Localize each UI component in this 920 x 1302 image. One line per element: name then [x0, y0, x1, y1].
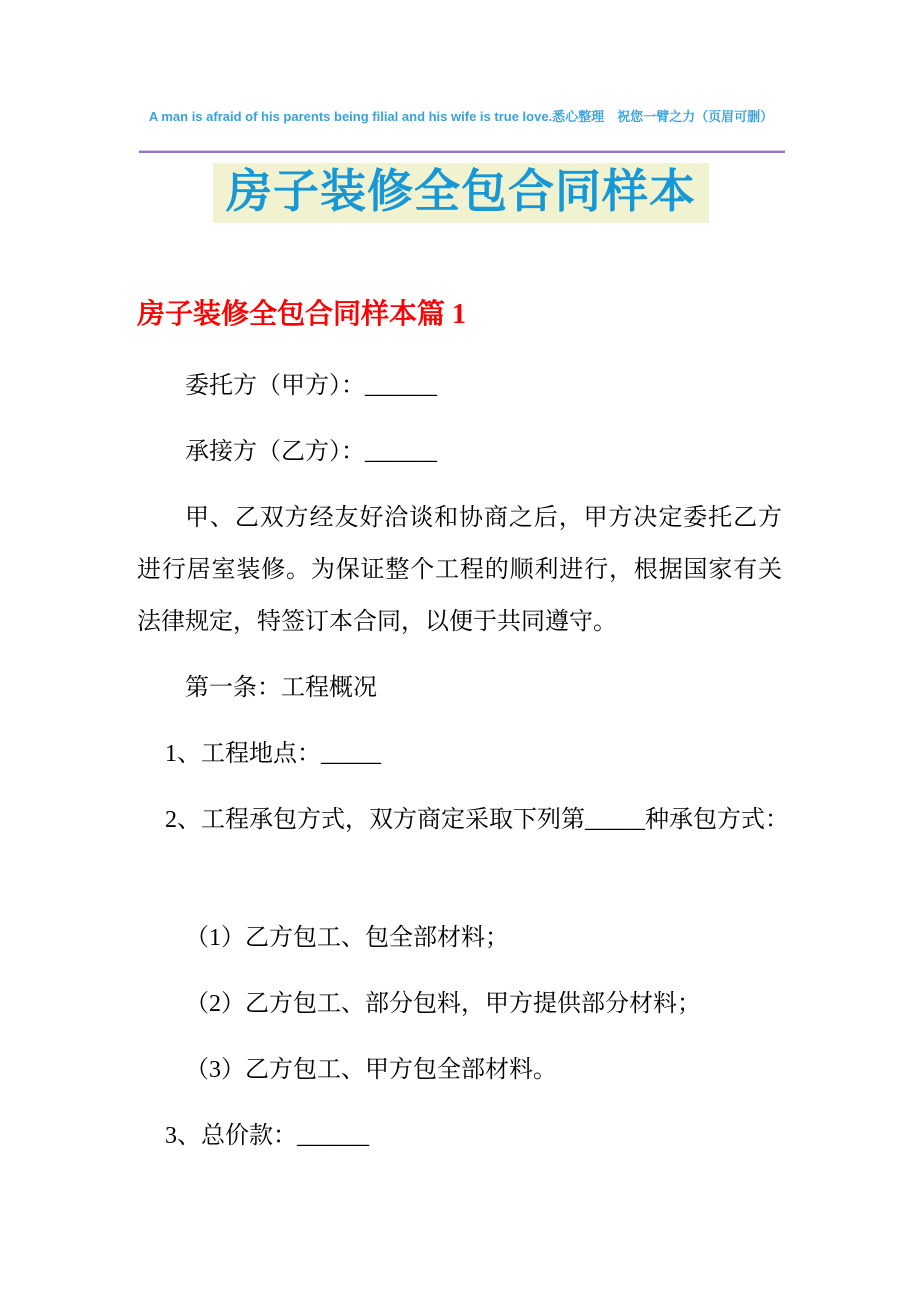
paragraph-item-2-contract-mode: 2、工程承包方式，双方商定采取下列第_____种承包方式： [165, 807, 789, 833]
paragraph-option-1: （1）乙方包工、包全部材料； [185, 925, 509, 951]
title-row [137, 163, 785, 223]
paragraph-item-1-location: 1、工程地点：_____ [165, 741, 381, 767]
paragraph-party-b: 承接方（乙方）：______ [185, 439, 437, 465]
paragraph-preamble: 甲、乙双方经友好洽谈和协商之后，甲方决定委托乙方进行居室装修。为保证整个工程的顺利进行，根据国家有关法律规定，特签订本合同，以便于共同遵守。 [137, 505, 782, 635]
page-header-note: A man is afraid of his parents being filial and his wife is true love.悉心整理 祝您一臂之力（页眉可删） [148, 109, 774, 124]
document-title: 房子装修全包合同样本 [226, 165, 696, 217]
section-heading: 房子装修全包合同样本篇 1 [137, 299, 467, 330]
document-body [137, 360, 789, 1176]
paragraph-party-a: 委托方（甲方）：______ [185, 373, 437, 399]
paragraph-article-1: 第一条：工程概况 [185, 675, 377, 701]
header-divider [139, 151, 785, 153]
title-highlight [213, 163, 709, 223]
paragraph-option-3: （3）乙方包工、甲方包全部材料。 [185, 1057, 557, 1083]
paragraph-item-3-total-price: 3、总价款：______ [165, 1123, 369, 1149]
paragraph-option-2: （2）乙方包工、部分包料，甲方提供部分材料； [185, 991, 701, 1017]
